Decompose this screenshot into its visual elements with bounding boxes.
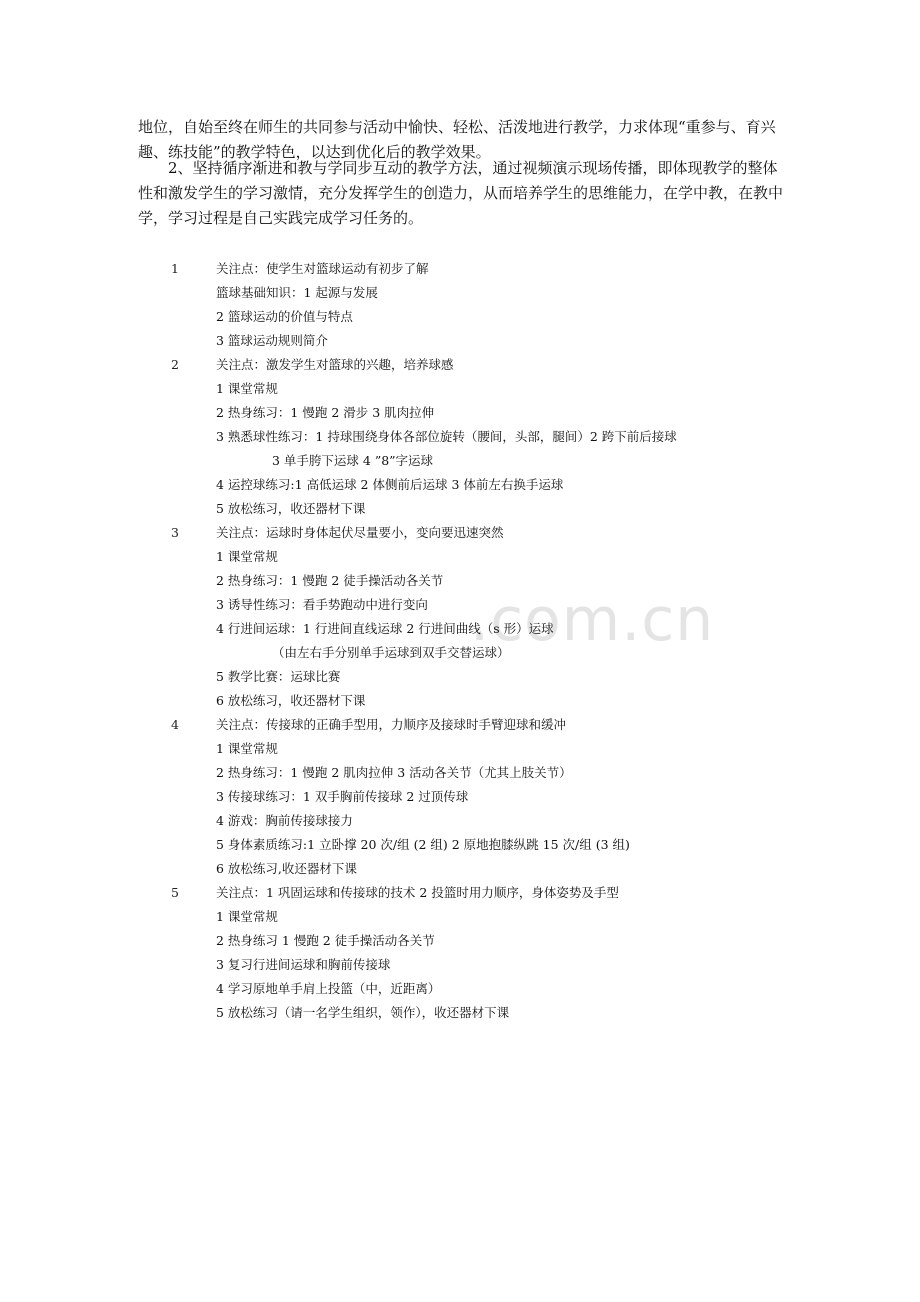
session-line: 1 课堂常规 [216, 549, 278, 564]
session-line: 4 行进间运球：1 行进间直线运球 2 行进间曲线（s 形）运球 [216, 621, 554, 636]
session-focus: 关注点：传接球的正确手型用，力顺序及接球时手臂迎球和缓冲 [216, 717, 567, 732]
session-line: 6 放松练习，收还器材下课 [216, 693, 366, 708]
session-line-continued: 3 单手胯下运球 4 ”8”字运球 [272, 453, 434, 468]
session-focus: 关注点：1 巩固运球和传接球的技术 2 投篮时用力顺序，身体姿势及手型 [216, 885, 619, 900]
session-line: 2 篮球运动的价值与特点 [216, 309, 353, 324]
session-line: 5 放松练习（请一名学生组织，领作），收还器材下课 [216, 1005, 510, 1020]
session-line: 5 身体素质练习:1 立卧撑 20 次/组 (2 组) 2 原地抱膝纵跳 15 次/组 (3 组) [216, 837, 630, 852]
session-line: 5 放松练习，收还器材下课 [216, 501, 366, 516]
session-line: 篮球基础知识：1 起源与发展 [216, 285, 378, 300]
intro-paragraph-2: 2、坚持循序渐进和教与学同步互动的教学方法，通过视频演示现场传播，即体现教学的整体性和激发学生的学习激情，充分发挥学生的创造力，从而培养学生的思维能力，在学中教，在教中学，学习过程是自己实践完成学习任务的。 [138, 159, 784, 227]
session-line: 3 复习行进间运球和胸前传接球 [216, 957, 391, 972]
session-focus: 关注点：运球时身体起伏尽量要小，变向要迅速突然 [216, 525, 504, 540]
session-line: 5 教学比赛：运球比赛 [216, 669, 341, 684]
session-line: 2 热身练习：1 慢跑 2 滑步 3 肌肉拉伸 [216, 405, 435, 420]
session-number: 3 [171, 525, 179, 540]
session-line: 4 运控球练习:1 高低运球 2 体侧前后运球 3 体前左右换手运球 [216, 477, 564, 492]
session-focus: 关注点：激发学生对篮球的兴趣，培养球感 [216, 357, 454, 372]
session-line: 2 热身练习：1 慢跑 2 徒手操活动各关节 [216, 573, 444, 588]
session-line: 1 课堂常规 [216, 381, 278, 396]
session-line-continued: （由左右手分别单手运球到双手交替运球） [272, 645, 510, 660]
session-number: 5 [171, 885, 179, 900]
session-line: 1 课堂常规 [216, 909, 278, 924]
session-line: 3 熟悉球性练习：1 持球围绕身体各部位旋转（腰间，头部，腿间）2 跨下前后接球 [216, 429, 677, 444]
session-line: 3 传接球练习：1 双手胸前传接球 2 过顶传球 [216, 789, 469, 804]
session-focus: 关注点：使学生对篮球运动有初步了解 [216, 261, 429, 276]
session-line: 3 诱导性练习：看手势跑动中进行变向 [216, 597, 428, 612]
watermark-text: .com.cn [470, 585, 715, 655]
session-number: 4 [171, 717, 179, 732]
intro-paragraph-1: 地位，自始至终在师生的共同参与活动中愉快、轻松、活泼地进行教学，力求体现“重参与、育兴趣、练技能”的教学特色，以达到优化后的教学效果。 [138, 118, 776, 161]
session-line: 1 课堂常规 [216, 741, 278, 756]
session-line: 6 放松练习,收还器材下课 [216, 861, 357, 876]
session-line: 4 学习原地单手肩上投篮（中，近距离） [216, 981, 441, 996]
session-line: 4 游戏：胸前传接球接力 [216, 813, 353, 828]
session-number: 2 [171, 357, 179, 372]
session-line: 2 热身练习：1 慢跑 2 肌肉拉伸 3 活动各关节（尤其上肢关节） [216, 765, 572, 780]
session-line: 3 篮球运动规则简介 [216, 333, 328, 348]
session-line: 2 热身练习 1 慢跑 2 徒手操活动各关节 [216, 933, 435, 948]
session-number: 1 [171, 261, 179, 276]
